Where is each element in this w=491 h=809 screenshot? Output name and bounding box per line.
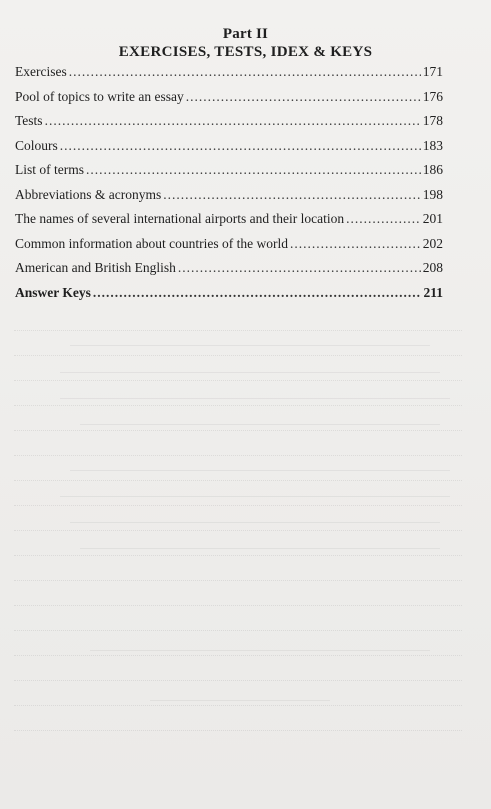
toc-entry-page: 211 bbox=[423, 284, 443, 300]
dot-leader bbox=[69, 64, 421, 80]
table-of-contents bbox=[15, 64, 443, 309]
toc-entry-page: 201 bbox=[422, 211, 443, 226]
toc-entry-essay-topics bbox=[15, 89, 443, 114]
toc-entry-title: Common information about countries of the world bbox=[15, 235, 288, 251]
section-title: EXERCISES, TESTS, IDEX & KEYS bbox=[118, 44, 373, 60]
toc-entry-page: 183 bbox=[422, 137, 443, 153]
dot-leader bbox=[60, 138, 421, 154]
dot-leader bbox=[163, 187, 421, 203]
toc-entry-exercises bbox=[15, 64, 443, 89]
toc-entry-page: 198 bbox=[422, 186, 443, 202]
dot-leader bbox=[45, 113, 421, 129]
part-title: Part II bbox=[222, 26, 269, 42]
dot-leader bbox=[346, 211, 421, 227]
dot-leader bbox=[86, 162, 421, 178]
toc-entry-title: Answer Keys bbox=[15, 284, 91, 300]
toc-entry-title: The names of several international airports and their location bbox=[15, 211, 345, 226]
toc-entry-title: Pool of topics to write an essay bbox=[15, 88, 184, 104]
dot-leader bbox=[290, 236, 421, 252]
toc-entry-title: American and British English bbox=[15, 260, 176, 275]
toc-entry-page: 202 bbox=[422, 235, 443, 251]
toc-entry-title: Colours bbox=[15, 137, 58, 153]
dot-leader bbox=[93, 285, 422, 301]
toc-entry-title: Tests bbox=[15, 113, 43, 128]
toc-entry-title: Exercises bbox=[15, 64, 67, 79]
toc-entry-list-of-terms bbox=[15, 162, 443, 187]
toc-entry-american-british bbox=[15, 260, 443, 285]
toc-entry-answer-keys bbox=[15, 285, 443, 310]
toc-entry-page: 171 bbox=[422, 64, 443, 79]
toc-entry-page: 186 bbox=[422, 162, 443, 177]
dot-leader bbox=[178, 260, 421, 276]
toc-entry-colours bbox=[15, 138, 443, 163]
dot-leader bbox=[186, 89, 421, 105]
page-header bbox=[0, 26, 491, 61]
toc-entry-airports bbox=[15, 211, 443, 236]
toc-entry-page: 178 bbox=[422, 113, 443, 128]
toc-entry-countries bbox=[15, 236, 443, 261]
toc-entry-page: 208 bbox=[422, 260, 443, 275]
toc-entry-title: List of terms bbox=[15, 162, 84, 177]
toc-entry-page: 176 bbox=[422, 88, 443, 104]
toc-entry-tests bbox=[15, 113, 443, 138]
toc-entry-title: Abbreviations & acronyms bbox=[15, 186, 162, 202]
toc-entry-abbreviations bbox=[15, 187, 443, 212]
